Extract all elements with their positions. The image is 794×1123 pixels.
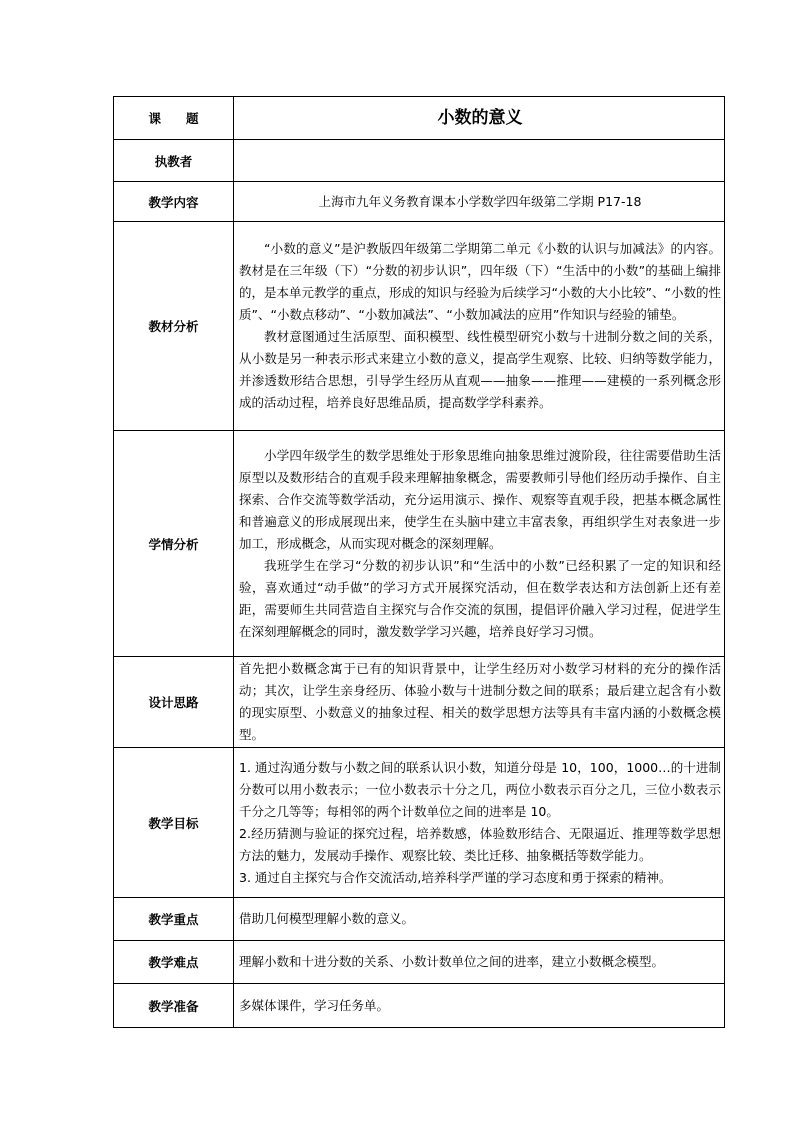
student-analysis-paragraph: 我班学生在学习“分数的初步认识”和“生活中的小数”已经积累了一定的知识和经验，喜欢通过“动手做”的学习方式开展探究活动，但在数学表达和方法创新上还有差距，需要师生共同营造自主探究与合作交流的氛围，提倡评价融入学习过程，促进学生在深刻理解概念的同时，激发数学学习兴趣，培养良好学习习惯。	[239, 557, 721, 639]
table-row	[114, 984, 725, 1028]
student-analysis-value	[234, 431, 725, 657]
table-row	[114, 222, 725, 431]
textbook-analysis-value	[234, 222, 725, 431]
preparation-label: 教学准备	[114, 984, 234, 1028]
teaching-goals-label: 教学目标	[114, 748, 234, 898]
key-point-value: 借助几何模型理解小数的意义。	[234, 898, 725, 941]
teacher-label: 执教者	[114, 140, 234, 182]
difficulty-value: 理解小数和十进分数的关系、小数计数单位之间的进率，建立小数概念模型。	[234, 941, 725, 984]
lesson-topic-label: 课 题	[114, 97, 234, 140]
table-row	[114, 898, 725, 941]
teaching-goal-item: 3. 通过自主探究与合作交流活动,培养科学严谨的学习态度和勇于探索的精神。	[239, 869, 672, 885]
teaching-goal-item: 2.经历猜测与验证的探究过程，培养数感，体验数形结合、无限逼近、推理等数学思想方法的魅力，发展动手操作、观察比较、类比迁移、抽象概括等数学能力。	[239, 825, 721, 863]
textbook-analysis-label: 教材分析	[114, 222, 234, 431]
table-row	[114, 748, 725, 898]
lesson-plan-table	[113, 96, 725, 1028]
lesson-topic-value: 小数的意义	[234, 97, 725, 140]
teaching-content-value: 上海市九年义务教育课本小学数学四年级第二学期 P17-18	[234, 182, 725, 222]
preparation-value: 多媒体课件，学习任务单。	[234, 984, 725, 1028]
table-row	[114, 97, 725, 140]
teaching-content-label: 教学内容	[114, 182, 234, 222]
table-row	[114, 140, 725, 182]
student-analysis-paragraph: 小学四年级学生的数学思维处于形象思维向抽象思维过渡阶段，往往需要借助生活原型以及数形结合的直观手段来理解抽象概念，需要教师引导他们经历动手操作、自主探索、合作交流等数学活动，充分运用演示、操作、观察等直观手段，把基本概念属性和普遍意义的形成展现出来，使学生在头脑中建立丰富表象，再组织学生对表象进一步加工，形成概念，从而实现对概念的深刻理解。	[239, 447, 721, 551]
design-idea-label: 设计思路	[114, 657, 234, 748]
textbook-analysis-paragraph: 教材意图通过生活原型、面积模型、线性模型研究小数与十进制分数之间的关系，从小数是另一种表示形式来建立小数的意义，提高学生观察、比较、归纳等数学能力，并渗透数形结合思想，引导学生经历从直观——抽象——推理——建模的一系列概念形成的活动过程，培养良好思维品质，提高数学学科素养。	[239, 329, 721, 410]
difficulty-label: 教学难点	[114, 941, 234, 984]
student-analysis-label: 学情分析	[114, 431, 234, 657]
teaching-goals-value	[234, 748, 725, 898]
table-row	[114, 431, 725, 657]
teacher-value	[234, 140, 725, 182]
table-row	[114, 657, 725, 748]
textbook-analysis-paragraph: “小数的意义”是沪教版四年级第二学期第二单元《小数的认识与加减法》的内容。教材是在三年级（下）“分数的初步认识”，四年级（下）“生活中的小数”的基础上编排的，是本单元教学的重点，形成的知识与经验为后续学习“小数的大小比较”、“小数的性质”、“小数点移动”、“小数加减法”、“小数加减法的应用”作知识与经验的铺垫。	[239, 241, 721, 322]
teaching-goal-item: 1. 通过沟通分数与小数之间的联系认识小数，知道分母是 10，100，1000…的十进制分数可以用小数表示；一位小数表示十分之几，两位小数表示百分之几，三位小数表示千分之几等等；每相邻的两个计数单位之间的进率是 10。	[239, 759, 721, 819]
table-row	[114, 182, 725, 222]
table-row	[114, 941, 725, 984]
design-idea-value: 首先把小数概念寓于已有的知识背景中，让学生经历对小数学习材料的充分的操作活动；其次，让学生亲身经历、体验小数与十进制分数之间的联系；最后建立起含有小数的现实原型、小数意义的抽象过程、相关的数学思想方法等具有丰富内涵的小数概念模型。	[234, 657, 725, 748]
key-point-label: 教学重点	[114, 898, 234, 941]
